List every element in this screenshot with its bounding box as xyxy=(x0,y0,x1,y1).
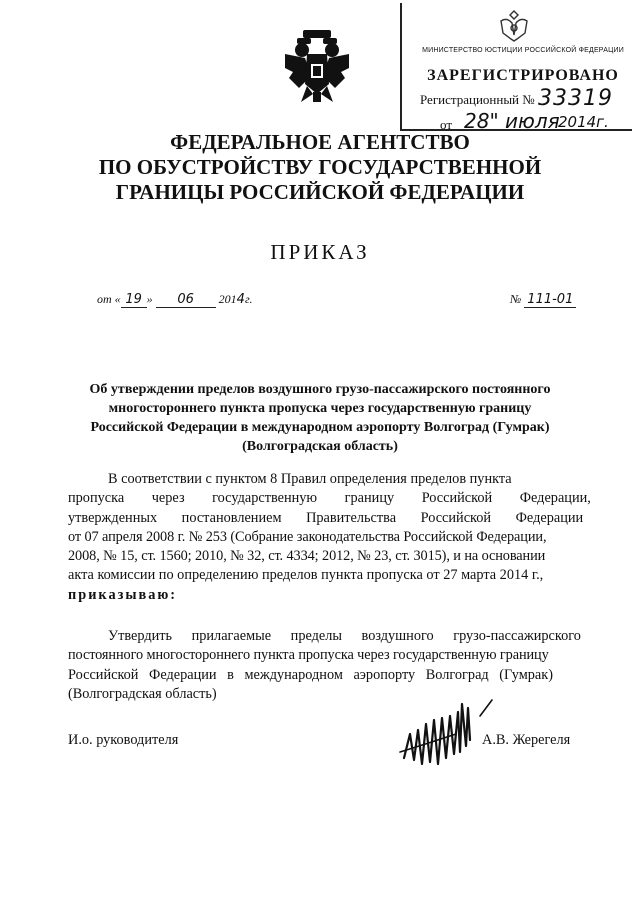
order-date-day: 19 xyxy=(121,292,147,308)
stamp-reg-number-label: Регистрационный № xyxy=(420,92,535,107)
order-number xyxy=(510,292,576,308)
signatory-name: А.В. Жерегеля xyxy=(482,732,571,748)
subject-line-3: Российской Федерации в международном аэропорту Волгоград (Гумрак) xyxy=(90,420,550,435)
order-date-from: от « xyxy=(97,292,121,306)
agency-line-2: ПО ОБУСТРОЙСТВУ ГОСУДАРСТВЕННОЙ xyxy=(98,155,542,179)
agency-header xyxy=(40,130,600,205)
order-number-value: 111-01 xyxy=(524,292,576,308)
state-emblem-icon xyxy=(283,28,351,104)
stamp-date-prefix: от xyxy=(440,117,453,132)
stamp-date: 28" июля xyxy=(464,109,560,133)
order-date-year-suffix: 4 xyxy=(236,292,245,307)
preamble-paragraph xyxy=(68,470,591,605)
order-subject xyxy=(60,380,580,456)
decision-line-3: Российской Федерации в международном аэропорту Волгоград (Гумрак) xyxy=(68,666,553,683)
stamp-date-year: 2014г. xyxy=(558,113,609,131)
preamble-line-4: от 07 апреля 2008 г. № 253 (Собрание законодательства Российской Федерации, xyxy=(68,528,547,545)
preamble-line-3: утвержденных постановлением Правительства Российской Федерации xyxy=(68,509,584,526)
preamble-line-5: 2008, № 15, ст. 1560; 2010, № 32, ст. 4334; 2012, № 23, ст. 3015), и на основании xyxy=(68,548,546,565)
subject-line-4: (Волгоградская область) xyxy=(242,439,398,454)
order-date-year-prefix: 201 xyxy=(218,292,237,306)
order-number-label: № xyxy=(510,292,522,306)
decision-paragraph xyxy=(68,627,588,704)
decision-line-2: постоянного многостороннего пункта пропуска через государственную границу xyxy=(68,647,549,664)
subject-line-1: Об утверждении пределов воздушного грузо-пассажирского постоянного xyxy=(89,382,551,397)
registration-stamp xyxy=(400,3,632,131)
stamp-registered-label: ЗАРЕГИСТРИРОВАНО xyxy=(427,67,619,84)
order-title: ПРИКАЗ xyxy=(270,240,370,264)
stamp-ministry: МИНИСТЕРСТВО ЮСТИЦИИ РОССИЙСКОЙ ФЕДЕРАЦИИ xyxy=(422,47,624,54)
subject-line-2: многостороннего пункта пропуска через государственную границу xyxy=(108,401,532,416)
decision-line-4: (Волгоградская область) xyxy=(68,685,217,702)
order-date xyxy=(97,292,252,308)
order-date-g: г. xyxy=(244,292,253,306)
agency-line-3: ГРАНИЦЫ РОССИЙСКОЙ ФЕДЕРАЦИИ xyxy=(115,180,525,204)
stamp-emblem-icon xyxy=(497,7,531,43)
order-date-sep: » xyxy=(146,292,153,306)
preamble-line-1: В соответствии с пунктом 8 Правил определения пределов пункта xyxy=(108,471,512,487)
order-date-month: 06 xyxy=(156,292,216,308)
preamble-line-2: пропуска через государственную границу Российской Федерации, xyxy=(68,490,591,507)
agency-line-1: ФЕДЕРАЛЬНОЕ АГЕНТСТВО xyxy=(170,130,470,154)
ordering-word: приказываю: xyxy=(68,586,178,603)
preamble-line-6: акта комиссии по определению пределов пункта пропуска от 27 марта 2014 г., xyxy=(68,567,544,584)
decision-line-1: Утвердить прилагаемые пределы воздушного грузо-пассажирского xyxy=(108,628,581,644)
signatory-role: И.о. руководителя xyxy=(68,732,179,748)
stamp-reg-number: 33319 xyxy=(538,86,613,111)
